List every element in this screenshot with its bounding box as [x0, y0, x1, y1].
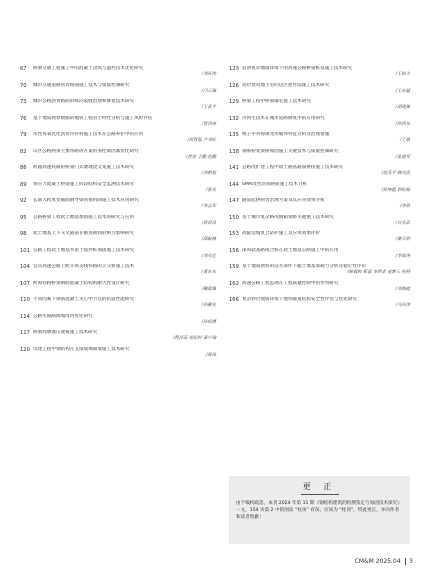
toc-entry[interactable]	[229, 182, 410, 193]
toc-page-number: 156	[229, 247, 239, 254]
toc-title-line	[20, 297, 216, 303]
toc-authors: /刘环伟	[201, 72, 216, 77]
toc-authors: /张光	[205, 187, 216, 193]
toc-title-line	[20, 314, 216, 320]
toc-entry[interactable]	[229, 149, 410, 160]
journal-issue: CM&M 2025.04	[354, 558, 401, 565]
toc-title-line	[20, 231, 216, 237]
toc-authors: /王武平	[201, 105, 216, 110]
toc-title-line	[20, 149, 216, 155]
toc-page-number: 138	[229, 148, 239, 155]
toc-page-number: 150	[229, 214, 239, 221]
toc-entry[interactable]	[229, 264, 410, 275]
toc-authors: /刘朝旭	[201, 171, 216, 176]
toc-page-number: 70	[20, 82, 27, 89]
toc-title-line	[20, 215, 216, 221]
toc-entry[interactable]	[229, 83, 410, 94]
toc-authors: /张建军	[395, 154, 410, 160]
toc-authors: /智泽南	[201, 121, 216, 127]
toc-authors: /鞠建雄	[201, 286, 216, 292]
correction-divider	[301, 494, 339, 495]
toc-title: 预应力混凝土桥梁施工阶段结构安全监测技术研究	[33, 181, 135, 187]
toc-page-number: 117	[20, 330, 30, 336]
toc-title-line	[20, 66, 216, 72]
toc-authors: /闫云强	[201, 88, 216, 94]
toc-authors: /王东超	[395, 88, 410, 94]
toc-title-line	[20, 83, 216, 89]
toc-page-number: 162	[229, 280, 239, 287]
toc-page-number: 101	[20, 247, 30, 254]
toc-entry[interactable]	[20, 165, 216, 176]
footer-divider	[405, 558, 406, 565]
toc-title-line	[20, 347, 216, 353]
toc-title: 桥梁交通工程施工中的混凝土浇筑与温控技术优化研究	[33, 66, 144, 71]
toc-title-line	[229, 99, 410, 105]
toc-title: 冷再生技术在城市道路修复中的应用研究	[242, 115, 325, 121]
toc-title: 城市交通道路沥青路面施工技术与质量控制研究	[33, 82, 130, 88]
toc-title: 水性环氧乳化沥青冷补料施工技术在公路养护中的应用	[33, 132, 144, 137]
toc-title: 软土地基上下交叉隧道在掘进期间的相互影响研究	[33, 231, 135, 236]
toc-entry[interactable]	[20, 264, 216, 275]
toc-authors: /孙耀光	[201, 303, 216, 308]
toc-title: 高陡边坡复合防护施工及应用效果评价	[242, 231, 321, 236]
toc-authors: /孙伟东	[395, 121, 410, 127]
toc-title-line	[229, 198, 410, 204]
toc-title: 公路桥梁工程软土地基加固施工技术的研究与应用	[33, 214, 135, 220]
toc-title: 房建工程中钢结构在支撑玻璃幕墙施工技术研究	[33, 346, 130, 352]
toc-entry[interactable]	[20, 215, 216, 226]
toc-page-number: 89	[20, 181, 27, 188]
toc-authors: /黄扬	[205, 352, 216, 358]
toc-title: 跨越高速铁路的桥梁门式墩现浇支架施工技术研究	[33, 165, 135, 170]
toc-page-number: 114	[20, 313, 30, 320]
toc-entry[interactable]	[20, 182, 216, 193]
toc-authors: /李欣	[399, 204, 410, 209]
toc-title: 公路工程软土地基水泥土搅拌桩加固施工技术研究	[33, 247, 135, 253]
toc-entry[interactable]	[229, 66, 410, 77]
toc-entry[interactable]	[20, 281, 216, 292]
toc-title: 公路水毁路阀墙改进优化研究	[33, 313, 93, 319]
toc-entry[interactable]	[20, 297, 216, 308]
toc-title-line	[229, 149, 410, 155]
page-number: 3	[409, 558, 413, 565]
toc-entry[interactable]	[20, 116, 216, 127]
toc-entry[interactable]	[229, 248, 410, 259]
toc-entry[interactable]	[20, 99, 216, 110]
toc-authors: /刘凤仑	[201, 253, 216, 259]
correction-body: 由于编校疏忽，本刊 2024 年第 11 期《钢结构建筑的检测鉴定与加固技术探究》一文，154 页第 2 中的图法 “柱顶” 有误，应该为 “柱顶”，特此更正，并向作者和读者致歉！	[236, 500, 402, 520]
toc-title: 隧道起拱病害治理方案及其应用效果分析	[242, 198, 325, 203]
toc-authors: /蒋洪昌	[201, 220, 216, 226]
toc-authors: /周智磊 卢书旺	[187, 138, 216, 143]
toc-title-line	[20, 165, 216, 171]
toc-entry[interactable]	[20, 248, 216, 259]
toc-title-line	[229, 297, 410, 303]
toc-entry[interactable]	[229, 281, 410, 292]
toc-entry[interactable]	[20, 66, 216, 77]
toc-page-number: 141	[229, 165, 239, 171]
toc-title: 不同因素下钢筋混凝土夹心中节点的抗震性能研究	[33, 297, 135, 302]
toc-authors: /王晨	[399, 138, 410, 143]
toc-title: 基于城市复杂路况钢箱梁桥关键施工技术研究	[242, 214, 334, 220]
correction-box	[229, 476, 410, 544]
toc-entry[interactable]	[20, 149, 216, 160]
toc-title-line	[229, 231, 410, 237]
toc-page-number: 98	[20, 231, 27, 237]
toc-authors: /邱振枫	[201, 237, 216, 242]
toc-authors: /候毅帅 靳嘉 李明求 麦梦云 孙桥	[347, 270, 410, 275]
toc-page-number: 107	[20, 280, 30, 287]
toc-title: 基于地质勘察的浸水条件下膨土地基承载力分析及稳定性评价	[242, 264, 367, 269]
toc-authors: /赵茂平 韩凤雷	[381, 171, 410, 176]
toc-page-number: 129	[229, 99, 239, 105]
correction-heading: 更 正	[302, 482, 337, 491]
toc-authors: /李志军	[201, 204, 216, 209]
toc-title-line	[20, 182, 216, 188]
toc-page-number: 166	[229, 297, 239, 303]
toc-entry[interactable]	[229, 215, 410, 226]
toc-authors: /王柏力	[395, 72, 410, 77]
toc-page-number: 132	[229, 115, 239, 122]
toc-title: 高速公路工程监理在工程质量控制中的作用研究	[242, 280, 339, 286]
page-footer	[355, 558, 413, 565]
toc-page-number: 82	[20, 148, 27, 155]
toc-title-line	[229, 116, 410, 122]
toc-title: 钢筋粉架梁桥加固施工关键技术与质量控制研究	[242, 148, 339, 154]
toc-title-line	[20, 116, 216, 122]
toc-page-number: 123	[229, 66, 239, 72]
toc-page-number: 126	[229, 82, 239, 89]
toc-title-line	[20, 198, 216, 204]
toc-authors: /马庆涛	[395, 303, 410, 308]
toc-authors: /贺雷 王鹏 赵鹏	[186, 154, 216, 160]
toc-entry[interactable]	[229, 231, 410, 242]
toc-entry[interactable]	[20, 347, 216, 358]
toc-title: 跨海铁路桥梁钢筋混凝土结构的耐久性设计研究	[33, 280, 130, 286]
toc-title-line	[229, 182, 410, 188]
toc-entry[interactable]	[20, 330, 216, 341]
toc-entry[interactable]	[20, 132, 216, 143]
toc-title: 桥梁工程中桥面铺装施工技术研究	[242, 99, 311, 104]
toc-title: 宜宾高速公路上跨羊场支线铁路的立交桥施工技术	[33, 264, 135, 269]
toc-title: 基于地质勘察数据的地铁工程岩土特性分析与施工风险评估	[33, 115, 153, 121]
toc-page-number: 144	[229, 181, 239, 188]
toc-title-line	[229, 248, 410, 254]
toc-title-line	[229, 215, 410, 221]
toc-title: 高层建筑地下室的边区逆作法施工技术研究	[242, 82, 330, 88]
toc-authors: /谢天明	[395, 237, 410, 242]
toc-page-number: 135	[229, 132, 239, 138]
toc-entry[interactable]	[229, 132, 410, 143]
toc-authors: /白永武	[395, 220, 410, 226]
toc-title-line	[229, 281, 410, 287]
toc-authors: /李浪涛	[395, 253, 410, 259]
toc-title: 岩溶复杂地质环境下的高速公路桥梁桩基施工技术研究	[242, 66, 353, 71]
toc-authors: /胡建雄	[395, 105, 410, 110]
toc-title-line	[20, 248, 216, 254]
toc-title-line	[229, 83, 410, 89]
toc-page-number: 95	[20, 214, 27, 221]
toc-title: 复杂砂层地质环境下地铁隧道结构安全性评估与优化研究	[242, 297, 357, 302]
toc-authors: /程泽高 徐民村 秦宁瑞	[173, 336, 216, 341]
toc-title: 长联大跨度变截面钢导梁顶推拆除施工技术应用研究	[33, 198, 139, 203]
toc-page-number: 110	[20, 297, 30, 303]
toc-authors: /刘海霞	[395, 286, 410, 292]
toc-page-number: 159	[229, 264, 239, 270]
toc-title-line	[20, 281, 216, 287]
toc-entry[interactable]	[229, 99, 410, 110]
toc-title: 山区公路两条主要带路坍方案的多控制因素优化研究	[33, 148, 139, 154]
toc-left-column	[20, 66, 216, 358]
toc-entry[interactable]	[20, 231, 216, 242]
toc-page-number: 153	[229, 231, 239, 237]
toc-page-number: 120	[20, 346, 30, 353]
toc-entry[interactable]	[20, 198, 216, 209]
toc-page-number: 79	[20, 132, 27, 138]
toc-title-line	[229, 132, 410, 138]
toc-authors: /孙绍博	[201, 319, 216, 325]
toc-entry[interactable]	[229, 198, 410, 209]
toc-entry[interactable]	[20, 83, 216, 94]
toc-title-line	[20, 99, 216, 105]
toc-page-number: 86	[20, 165, 27, 171]
toc-right-column	[229, 66, 410, 308]
toc-entry[interactable]	[229, 297, 410, 308]
toc-title-line	[229, 66, 410, 72]
toc-title: SMA改性沥青路面施工技术分析	[242, 181, 308, 187]
toc-title: 统子甲谷海镇变形破坏特征分析及治理措施	[242, 132, 330, 137]
toc-title-line	[20, 264, 216, 270]
toc-authors: /徐坤超 郭松峰	[381, 187, 410, 193]
toc-page-number: 147	[229, 198, 239, 204]
toc-entry[interactable]	[229, 116, 410, 127]
toc-entry[interactable]	[20, 314, 216, 325]
toc-title: 公路改扩建工程中软土路基路面拼接施工技术研究	[242, 165, 344, 170]
toc-page-number: 104	[20, 264, 30, 270]
toc-authors: /黄东东	[201, 270, 216, 275]
toc-page-number: 67	[20, 66, 27, 72]
toc-page-number: 73	[20, 99, 27, 105]
toc-page-number: 92	[20, 198, 27, 204]
toc-title: 深厚软基路堤合桩在软土地基公路施工中的应用	[242, 247, 339, 253]
toc-entry[interactable]	[229, 165, 410, 176]
toc-title: 桥梁高墩液压爬模施工技术研究	[33, 330, 98, 335]
toc-title: 城市公路沥青路面的纵向裂缝治理和修复技术研究	[33, 99, 135, 104]
toc-page-number: 76	[20, 115, 27, 122]
